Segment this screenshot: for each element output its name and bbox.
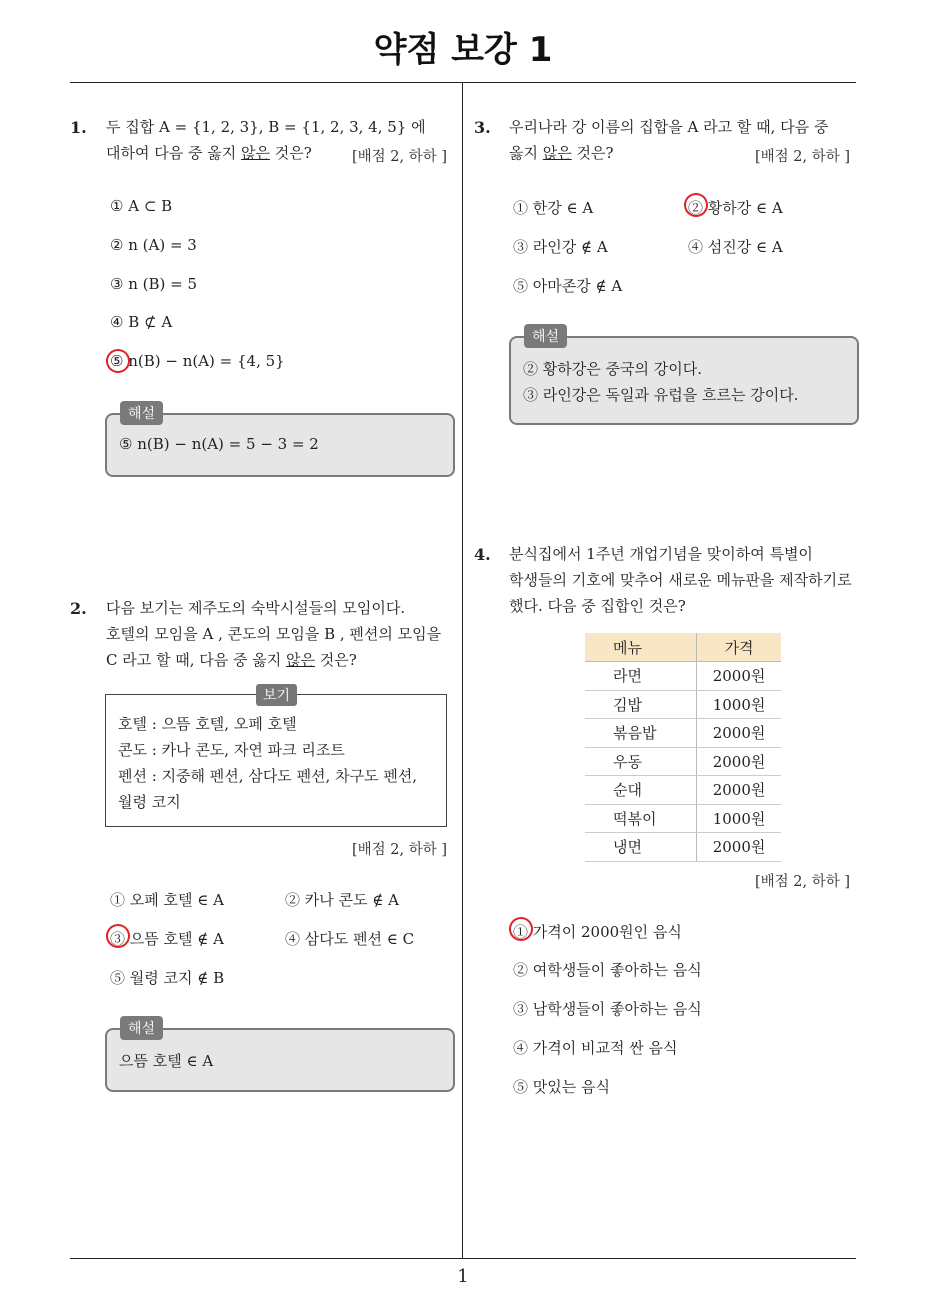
table-row (585, 747, 781, 776)
question-text-line: 분식집에서 1주년 개업기념을 맞이하여 특별이 (509, 545, 813, 563)
price-cell: 2000원 (697, 662, 781, 691)
answer-option[interactable]: ③ 남학생들이 좋아하는 음식 (513, 1000, 702, 1018)
explanation-text: 으뜸 호텔 ∈ A (119, 1052, 214, 1070)
answer-option[interactable]: ⑤ 아마존강 ∉ A (513, 277, 623, 295)
example-tag: 보기 (256, 684, 297, 706)
price-cell: 2000원 (697, 833, 781, 862)
explanation-box (509, 336, 859, 425)
question-text-line: 학생들의 기호에 맞추어 새로운 메뉴판을 제작하기로 (509, 571, 852, 589)
explanation-tag: 해설 (524, 324, 567, 348)
answer-option[interactable]: ② n (A) = 3 (110, 236, 197, 254)
answer-option[interactable]: ① 오페 호텔 ∈ A (110, 891, 224, 909)
example-box (105, 694, 447, 827)
page-title: 약점 보강 1 (373, 30, 553, 70)
question-text-line: 했다. 다음 중 집합인 것은? (509, 597, 686, 615)
answer-option[interactable]: ② 황하강 ∈ A (688, 199, 783, 217)
answer-option[interactable]: ④ 섬진강 ∈ A (688, 238, 783, 256)
question-text-line: 우리나라 강 이름의 집합을 A 라고 할 때, 다음 중 (509, 118, 829, 136)
answer-option[interactable]: ⑤ n(B) − n(A) = {4, 5} (110, 352, 285, 370)
question-text-line: 두 집합 A = {1, 2, 3}, B = {1, 2, 3, 4, 5} 에 (106, 118, 426, 136)
answer-option[interactable]: ③ n (B) = 5 (110, 275, 198, 293)
menu-cell: 김밥 (585, 690, 697, 719)
menu-cell: 라면 (585, 662, 697, 691)
score-meta: [배점 2, 하하 ] (755, 874, 851, 890)
column-header: 메뉴 (585, 633, 697, 662)
example-line: 콘도 : 카나 콘도, 자연 파크 리조트 (118, 741, 345, 759)
explanation-tag: 해설 (120, 1016, 163, 1040)
explanation-text: ③ 라인강은 독일과 유럽을 흐르는 강이다. (523, 386, 799, 404)
price-cell: 2000원 (697, 776, 781, 805)
question-number: 3. (474, 118, 491, 137)
table-row (585, 719, 781, 748)
example-line: 호텔 : 으뜸 호텔, 오페 호텔 (118, 715, 297, 733)
answer-option[interactable]: ① 가격이 2000원인 음식 (513, 923, 682, 941)
explanation-text: ⑤ n(B) − n(A) = 5 − 3 = 2 (119, 435, 319, 453)
page-number: 1 (457, 1266, 469, 1287)
example-line: 펜션 : 지중해 펜션, 삼다도 펜션, 차구도 펜션, (118, 767, 418, 785)
bottom-divider (70, 1258, 856, 1259)
explanation-text: ② 황하강은 중국의 강이다. (523, 360, 702, 378)
price-cell: 2000원 (697, 719, 781, 748)
table-row (585, 776, 781, 805)
explanation-tag: 해설 (120, 401, 163, 425)
answer-option[interactable]: ① 한강 ∈ A (513, 199, 594, 217)
score-meta: [배점 2, 하하 ] (352, 842, 448, 858)
price-cell: 2000원 (697, 747, 781, 776)
question-text-line: 호텔의 모임을 A , 콘도의 모임을 B , 펜션의 모임을 (106, 625, 442, 643)
example-line: 월령 코지 (118, 793, 181, 811)
table-row (585, 804, 781, 833)
table-row (585, 662, 781, 691)
score-meta: [배점 2, 하하 ] (352, 149, 448, 165)
question-text-line: 대하여 다음 중 옳지 않은 것은? (106, 144, 312, 162)
answer-option[interactable]: ③ 라인강 ∉ A (513, 238, 608, 256)
answer-option[interactable]: ④ B ⊄ A (110, 313, 173, 331)
column-header: 가격 (697, 633, 781, 662)
menu-cell: 냉면 (585, 833, 697, 862)
question-text-line: 다음 보기는 제주도의 숙박시설들의 모임이다. (106, 599, 406, 617)
price-cell: 1000원 (697, 804, 781, 833)
answer-option[interactable]: ④ 삼다도 펜션 ∈ C (285, 930, 415, 948)
answer-option[interactable]: ② 여학생들이 좋아하는 음식 (513, 961, 702, 979)
answer-mark-circle (103, 346, 134, 377)
answer-option[interactable]: ⑤ 맛있는 음식 (513, 1078, 610, 1096)
table-row (585, 690, 781, 719)
menu-cell: 우동 (585, 747, 697, 776)
column-divider (462, 83, 463, 1258)
answer-option[interactable]: ② 카나 콘도 ∉ A (285, 891, 399, 909)
price-cell: 1000원 (697, 690, 781, 719)
question-number: 2. (70, 599, 87, 618)
question-text-line: 옳지 않은 것은? (509, 144, 614, 162)
menu-table (585, 633, 781, 862)
menu-cell: 떡볶이 (585, 804, 697, 833)
question-text-line: C 라고 할 때, 다음 중 옳지 않은 것은? (106, 651, 357, 669)
question-number: 1. (70, 118, 87, 137)
top-divider (70, 82, 856, 83)
menu-cell: 볶음밥 (585, 719, 697, 748)
answer-option[interactable]: ① A ⊂ B (110, 197, 173, 215)
score-meta: [배점 2, 하하 ] (755, 149, 851, 165)
answer-option[interactable]: ⑤ 월령 코지 ∉ B (110, 969, 225, 987)
table-row (585, 833, 781, 862)
answer-option[interactable]: ③ 으뜸 호텔 ∉ A (110, 930, 224, 948)
menu-cell: 순대 (585, 776, 697, 805)
table-header-row (585, 633, 781, 662)
answer-option[interactable]: ④ 가격이 비교적 싼 음식 (513, 1039, 678, 1057)
question-number: 4. (474, 545, 491, 564)
